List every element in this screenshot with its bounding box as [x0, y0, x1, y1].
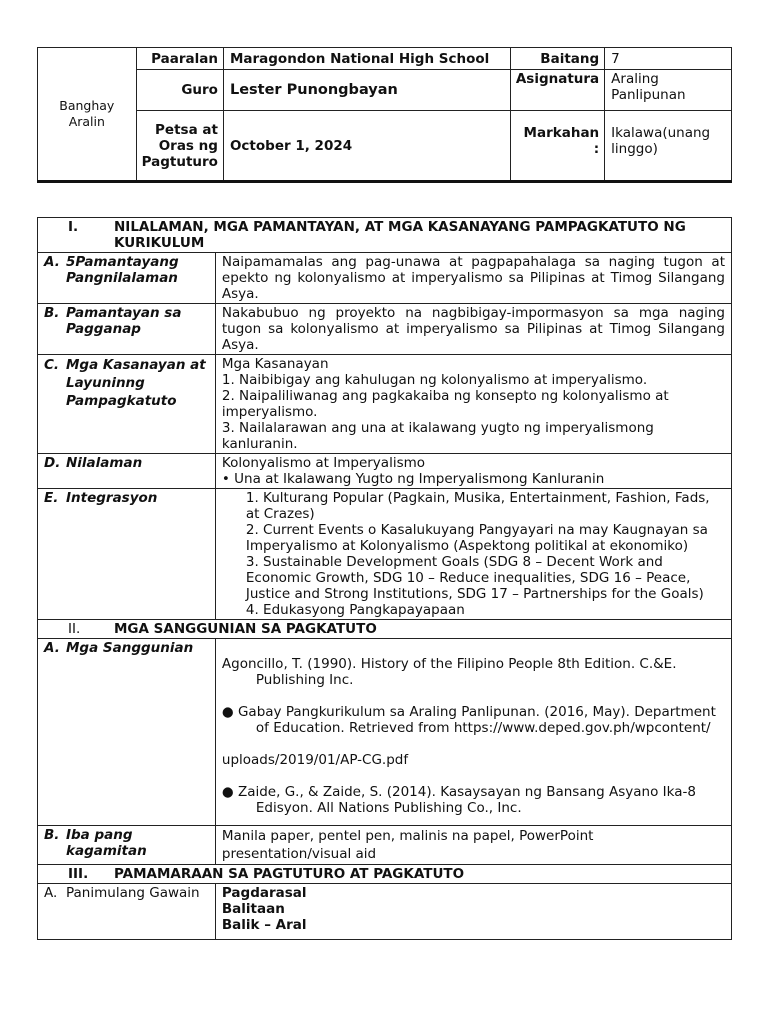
- row-label: Nilalaman: [66, 455, 143, 471]
- table-row: [38, 304, 732, 355]
- section-number: III.: [68, 866, 89, 882]
- row-label: Panimulang Gawain: [66, 885, 200, 901]
- list-item: 4. Edukasyong Pangkapayapaan: [245, 602, 465, 618]
- section-header: [38, 620, 732, 639]
- row-content: [215, 454, 731, 489]
- baitang-value: 7: [605, 48, 732, 70]
- section-title: MGA SANGGUNIAN SA PAGKATUTO: [114, 621, 377, 637]
- row-letter: B.: [44, 305, 60, 321]
- row-letter: A.: [44, 254, 60, 270]
- row-label: Integrasyon: [66, 490, 158, 506]
- table-row: [38, 253, 732, 304]
- baitang-label: Baitang: [510, 48, 604, 70]
- reference-item: uploads/2019/01/AP-CG.pdf: [221, 752, 409, 768]
- list-item: 1. Kulturang Popular (Pagkain, Musika, Entertainment, Fashion, Fads, at Crazes): [245, 490, 710, 522]
- kasanayan-heading: Mga Kasanayan: [221, 356, 329, 372]
- row-label: Pamantayan sa Pagganap: [66, 305, 182, 337]
- table-row: [38, 454, 732, 489]
- asignatura-label: Asignatura: [510, 70, 604, 111]
- header-table: [37, 47, 732, 183]
- lesson-plan-table: [37, 217, 732, 940]
- row-label: Mga Kasanayan at Layuninng Pampagkatuto: [66, 357, 206, 409]
- table-row: [38, 489, 732, 620]
- nilalaman-line: Kolonyalismo at Imperyalismo: [221, 455, 426, 471]
- list-item: Pagdarasal: [221, 885, 307, 901]
- row-content: Nakabubuo ng proyekto na nagbibigay-impormasyon sa mga naging tugon sa kolonyalismo at imperyalismo sa Pilipinas at Timog Silangang Asya.: [215, 304, 731, 355]
- petsa-value: October 1, 2024: [223, 111, 510, 182]
- paaralan-label: Paaralan: [136, 48, 223, 70]
- row-content: Manila paper, pentel pen, malinis na papel, PowerPoint presentation/visual aid: [215, 826, 731, 865]
- row-content: [215, 884, 731, 940]
- section-number: I.: [68, 219, 79, 235]
- row-letter: C.: [44, 357, 60, 373]
- nilalaman-bullet: • Una at Ikalawang Yugto ng Imperyalismong Kanluranin: [221, 471, 605, 487]
- list-item: 1. Naibibigay ang kahulugan ng kolonyalismo at imperyalismo.: [221, 372, 648, 388]
- reference-item: ● Zaide, G., & Zaide, S. (2014). Kasaysayan ng Bansang Asyano Ika-8 Edisyon. All Nations Publishing Co., Inc.: [221, 784, 696, 816]
- row-content: Naipamamalas ang pag-unawa at pagpapahalaga sa naging tugon at epekto ng kolonyalismo at imperyalismo sa Pilipinas at Timog Silangang Asya.: [215, 253, 731, 304]
- table-row: [38, 826, 732, 865]
- table-row: [38, 355, 732, 454]
- section-header: [38, 218, 732, 253]
- reference-item: Agoncillo, T. (1990). History of the Filipino People 8th Edition. C.&E. Publishing Inc.: [221, 656, 677, 688]
- row-label: 5Pamantayang Pangnilalaman: [66, 254, 179, 286]
- section-number: II.: [68, 621, 81, 637]
- list-item: 2. Naipaliliwanag ang pagkakaiba ng konsepto ng kolonyalismo at imperyalismo.: [221, 388, 669, 420]
- asignatura-value: Araling Panlipunan: [605, 70, 732, 111]
- list-item: 3. Nailalarawan ang una at ikalawang yugto ng imperyalismong kanluranin.: [221, 420, 654, 452]
- row-letter: B.: [44, 827, 60, 843]
- row-letter: A.: [44, 640, 60, 656]
- row-letter: A.: [44, 885, 58, 901]
- row-letter: D.: [44, 455, 61, 471]
- section-title: PAMAMARAAN SA PAGTUTURO AT PAGKATUTO: [114, 866, 465, 882]
- row-content: [215, 639, 731, 826]
- list-item: Balik – Aral: [221, 917, 307, 933]
- reference-item: ● Gabay Pangkurikulum sa Araling Panlipunan. (2016, May). Department of Education. Retrieved from https://www.deped.gov.ph/wpcontent/: [221, 704, 716, 736]
- row-label: Iba pang kagamitan: [66, 827, 147, 859]
- list-item: Balitaan: [221, 901, 285, 917]
- banghay-aralin-label: Banghay Aralin: [38, 48, 137, 182]
- section-title: NILALAMAN, MGA PAMANTAYAN, AT MGA KASANAYANG PAMPAGKATUTO NG KURIKULUM: [114, 219, 686, 251]
- row-label: Mga Sanggunian: [66, 640, 194, 656]
- guro-label: Guro: [136, 70, 223, 111]
- list-item: 3. Sustainable Development Goals (SDG 8 – Decent Work and Economic Growth, SDG 10 – Reduce inequalities, SDG 16 – Peace, Justice and Strong Institutions, SDG 17 – Partnerships for the Goals): [245, 554, 704, 602]
- guro-value: Lester Punongbayan: [223, 70, 510, 111]
- row-content: [215, 489, 731, 620]
- markahan-label: Markahan :: [510, 111, 604, 182]
- list-item: 2. Current Events o Kasalukuyang Pangyayari na may Kaugnayan sa Imperyalismo at Kolonyalismo (Aspektong politikal at ekonomiko): [245, 522, 708, 554]
- table-row: [38, 884, 732, 940]
- row-letter: E.: [44, 490, 59, 506]
- table-row: [38, 639, 732, 826]
- paaralan-value: Maragondon National High School: [223, 48, 510, 70]
- section-header: [38, 865, 732, 884]
- markahan-value: Ikalawa(unang linggo): [605, 111, 732, 182]
- row-content: [215, 355, 731, 454]
- petsa-label: Petsa at Oras ng Pagtuturo: [136, 111, 223, 182]
